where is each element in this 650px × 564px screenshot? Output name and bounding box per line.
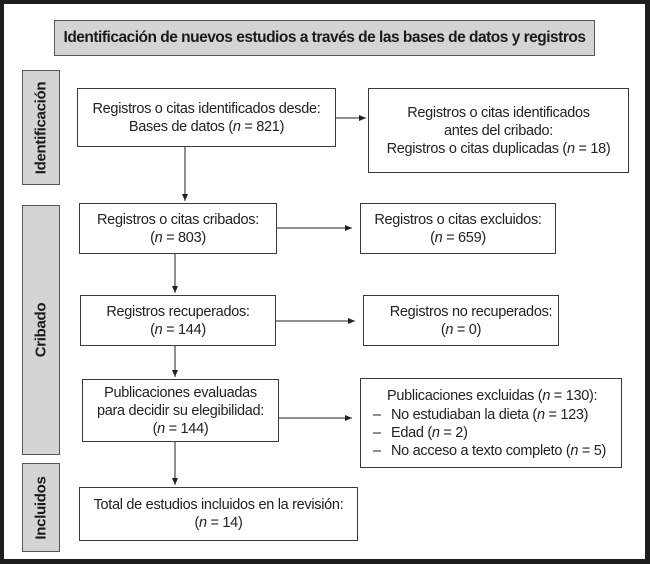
box-duplicates-removed-line2: antes del cribado: [443,122,554,139]
count-value: = 659) [442,229,486,246]
n-symbol: n [431,424,440,441]
count-value: = 821) [240,118,285,135]
n-symbol: n [536,406,545,423]
phase-included-label: Incluidos [32,475,50,540]
box-records-identified-line1: Registros o citas identificados desde: [92,100,321,117]
n-symbol: n [566,140,575,157]
n-symbol: n [570,442,579,459]
box-studies-included-line1: Total de estudios incluidos en la revisión: [93,497,344,513]
count-prefix: ( [430,229,435,246]
count-prefix: ( [440,321,446,338]
count-prefix: Registros o citas duplicadas ( [386,140,567,157]
count-prefix: ( [194,515,200,531]
count-prefix: ( [152,420,158,437]
reason-count: = 123) [544,406,589,423]
box-duplicates-removed-line1: Registros o citas identificados [407,104,590,121]
count-value: = 803) [162,229,206,246]
reason-text: No estudiaban la dieta ( [391,406,537,423]
box-records-not-retrieved-line1: Registros no recuperados: [389,303,553,320]
count-prefix: Bases de datos ( [128,118,233,135]
n-symbol: n [434,229,443,246]
count-value: = 144) [162,321,206,338]
n-symbol: n [154,321,163,338]
diagram-title-text: Identificación de nuevos estudios a través de las bases de datos y registros [63,29,586,46]
box-records-excluded-line1: Registros o citas excluidos: [374,211,542,228]
reason-text: Edad ( [391,424,432,441]
n-symbol: n [157,420,165,437]
count-prefix: ( [150,229,155,246]
reason-text: No acceso a texto completo ( [391,442,571,459]
reason-count: = 2) [439,424,468,441]
box-records-screened-line1: Registros o citas cribados: [97,211,259,228]
box-records-retrieved-line1: Registros recuperados: [106,303,250,320]
n-symbol: n [542,387,551,404]
count-value: = 0) [453,321,482,338]
count-value: = 18) [574,140,611,157]
count-prefix: ( [150,321,155,338]
n-symbol: n [232,118,241,135]
header-prefix: Publicaciones excluidas ( [387,387,543,404]
box-publications-assessed-line2: para decidir su elegibilidad: [96,402,265,419]
phase-identification-label: Identificación [32,81,50,174]
n-symbol: n [445,321,454,338]
reason-count: = 5) [578,442,607,459]
box-publications-assessed-line1: Publicaciones evaluadas [104,384,257,401]
phase-screening-label: Cribado [32,302,50,358]
count-value: = 144) [164,420,209,437]
n-symbol: n [154,229,163,246]
header-count: = 130): [550,387,598,404]
n-symbol: n [199,515,207,531]
count-value: = 14) [206,515,243,531]
